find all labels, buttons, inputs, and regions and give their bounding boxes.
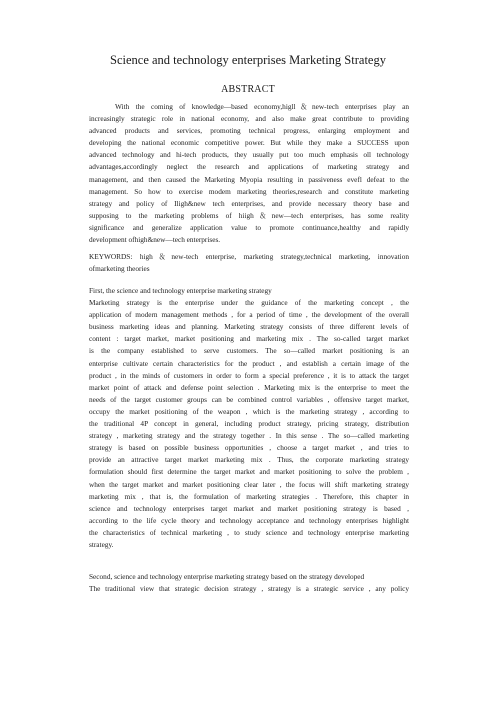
section-1 [89,285,409,551]
section-1-line: enterprise cultivate certain characteristics for the product , and establish a certain image of the [89,358,409,368]
abstract-line: supposing to the marketing problems of hiigh＆new—tech enterprises, has some reality [89,210,409,220]
abstract-line: advanced products and services, promoting technical progress, enlarging employment and [89,126,409,136]
abstract-line: developing the national economic competitive power. But while they make a SUCCESS upon [89,138,409,148]
abstract-line: management, and then caused the Marketing Myopia resulting in passiveness evefl defeat to the [89,174,409,184]
section-2-line: The traditional view that strategic decision strategy , strategy is a strategic service , any policy [89,584,409,594]
abstract-line: With the coming of knowledge—based economy,higll＆new-tech enterprises play an [115,102,409,111]
abstract-line: development ofhigh&new—tech enterprises. [89,235,221,245]
abstract-line: significance and generalize application value to promote continuance,healthy and rapidly [89,222,409,232]
abstract-paragraph [89,101,409,246]
section-1-line: marketing mix , that is, the formulation of marketing strategies . Therefore, this chapter in [89,491,409,501]
section-1-line: strategy is based on possible business opportunities , choose a target market , and tries to [89,443,409,453]
section-1-line: content : target market, market positioning and marketing mix . The so-called target market [89,334,409,344]
section-1-line: provide an attractive target market marketing mix . Thus, the corporate marketing strategy [89,455,409,465]
section-1-heading: First, the science and technology enterprise marketing strategy [89,286,272,295]
section-1-line: Marketing strategy is the enterprise under the guidance of the marketing concept , the [89,298,409,308]
section-1-line: business marketing ideas and planning. Marketing strategy consists of three different levels of [89,322,409,332]
section-1-line: when the target market and market positioning clear later , the focus will shift marketing strategy [89,479,409,489]
section-1-line: needs of the target customer groups can be combined control variables , offensive target market, [89,394,409,404]
section-1-line: strategy , marketing strategy and the strategy together . In this sense . The so—called marketing [89,431,409,441]
section-1-line: formulation should first determine the target market and market positioning to solve the problem , [89,467,409,477]
section-1-line: according to the life cycle theory and technology acceptance and technology enterprises highlight [89,515,409,525]
section-1-line: strategy. [89,539,114,549]
section-1-line: is the company established to serve customers. The so—called market positioning is an [89,346,409,356]
section-1-line: science and technology enterprises target market and market positioning strategy is based , [89,503,409,513]
section-1-line: product , in the minds of customers in order to form a special preference , it is to attack the target [89,370,409,380]
abstract-line: management. So how to exercise modem marketing theories,research and constitute marketing [89,186,409,196]
abstract-line: advantages,accordingly neglect the research and applications of marketing strategy and [89,162,409,172]
section-1-line: application of modern management methods , for a period of time , the development of the overall [89,310,409,320]
abstract-line: advanced technology and hi-tech products, they usually put too much emphasis oll technology [89,150,409,160]
document-title: Science and technology enterprises Marketing Strategy [110,53,386,67]
section-1-line: market point of attack and defense point selection . Marketing mix is the enterprise to meet the [89,382,409,392]
section-1-line: the traditional 4P concept in general, including product strategy, pricing strategy, distribution [89,419,409,429]
section-1-line: occupy the market positioning of the weapon , which is the marketing strategy , according to [89,406,409,416]
abstract-heading: ABSTRACT [221,84,275,95]
keywords-paragraph [89,251,409,275]
abstract-line: strategy and policy of Iligh&new tech enterprises, and provide necessary theory base and [89,198,409,208]
section-2 [89,571,409,595]
keywords-line: ofmarketing theories [89,264,150,274]
section-1-line: the characteristics of technical marketing , to study science and technology enterprise marketing [89,527,409,537]
section-2-heading: Second, science and technology enterprise marketing strategy based on the strategy developed [89,572,365,581]
keywords-line: KEYWORDS: high＆new-tech enterprise, marketing strategy,technical marketing, innovation [89,252,409,261]
abstract-line: increasingly strategic role in national economy, and also make great contribute to providing [89,114,409,124]
